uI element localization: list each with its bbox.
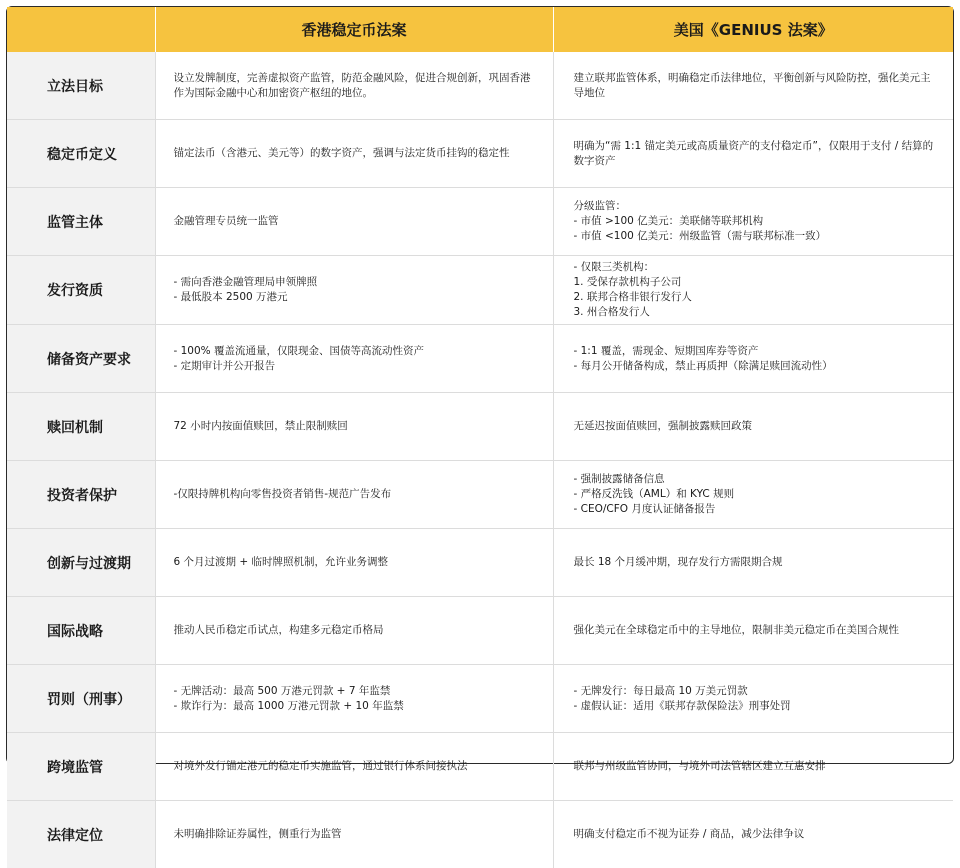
- us-cell: [553, 597, 953, 665]
- hk-cell-line: - 定期审计并公开报告: [174, 359, 535, 374]
- us-cell-line: - 严格反洗钱（AML）和 KYC 规则: [574, 487, 936, 502]
- us-cell: [553, 733, 953, 801]
- us-cell-line: 分级监管：: [574, 199, 936, 214]
- us-cell: [553, 529, 953, 597]
- row-label: 赎回机制: [7, 393, 155, 461]
- table-row: [7, 393, 953, 461]
- row-label: 稳定币定义: [7, 120, 155, 188]
- table-row: [7, 733, 953, 801]
- table-body: [7, 52, 953, 868]
- header-us-law: 美国《GENIUS 法案》: [553, 7, 953, 52]
- table-row: [7, 256, 953, 325]
- us-cell-line: - 1:1 覆盖，需现金、短期国库券等资产: [574, 344, 936, 359]
- hk-cell: [155, 120, 553, 188]
- us-cell-line: - 市值 <100 亿美元：州级监管（需与联邦标准一致）: [574, 229, 936, 244]
- us-cell-line: - 无牌发行：每日最高 10 万美元罚款: [574, 684, 936, 699]
- hk-cell-line: - 最低股本 2500 万港元: [174, 290, 535, 305]
- us-cell: [553, 665, 953, 733]
- table-row: [7, 188, 953, 256]
- hk-cell-line: 设立发牌制度，完善虚拟资产监管，防范金融风险，促进合规创新，巩固香港作为国际金融中心和加密资产枢纽的地位。: [174, 71, 535, 101]
- us-cell-line: - 市值 >100 亿美元：美联储等联邦机构: [574, 214, 936, 229]
- hk-cell-line: 未明确排除证券属性，侧重行为监管: [174, 827, 535, 842]
- us-cell: [553, 256, 953, 325]
- hk-cell-line: - 100% 覆盖流通量，仅限现金、国债等高流动性资产: [174, 344, 535, 359]
- hk-cell: [155, 393, 553, 461]
- hk-cell-line: 对境外发行锚定港元的稳定币实施监管，通过银行体系间接执法: [174, 759, 535, 774]
- row-label: 法律定位: [7, 801, 155, 868]
- hk-cell-line: 6 个月过渡期 + 临时牌照机制，允许业务调整: [174, 555, 535, 570]
- hk-cell-line: - 需向香港金融管理局申领牌照: [174, 275, 535, 290]
- us-cell-line: 强化美元在全球稳定币中的主导地位，限制非美元稳定币在美国合规性: [574, 623, 936, 638]
- us-cell-line: 最长 18 个月缓冲期，现存发行方需限期合规: [574, 555, 936, 570]
- us-cell: [553, 120, 953, 188]
- us-cell-line: 明确为“需 1:1 锚定美元或高质量资产的支付稳定币”，仅限用于支付 / 结算的数字资产: [574, 139, 936, 169]
- table-row: [7, 325, 953, 393]
- row-label: 国际战略: [7, 597, 155, 665]
- us-cell: [553, 188, 953, 256]
- us-cell-line: - CEO/CFO 月度认证储备报告: [574, 502, 936, 517]
- row-label: 投资者保护: [7, 461, 155, 529]
- us-cell-line: - 虚假认证：适用《联邦存款保险法》刑事处罚: [574, 699, 936, 714]
- table-row: [7, 461, 953, 529]
- row-label: 监管主体: [7, 188, 155, 256]
- table-row: [7, 120, 953, 188]
- row-label: 罚则（刑事）: [7, 665, 155, 733]
- us-cell: [553, 325, 953, 393]
- us-cell-line: 建立联邦监管体系，明确稳定币法律地位，平衡创新与风险防控，强化美元主导地位: [574, 71, 936, 101]
- hk-cell: [155, 801, 553, 868]
- hk-cell: [155, 597, 553, 665]
- hk-cell: [155, 325, 553, 393]
- us-cell-line: 无延迟按面值赎回，强制披露赎回政策: [574, 419, 936, 434]
- us-cell-line: 联邦与州级监管协同，与境外司法管辖区建立互惠安排: [574, 759, 936, 774]
- hk-cell: [155, 529, 553, 597]
- hk-cell: [155, 188, 553, 256]
- comparison-table-frame: [6, 6, 954, 764]
- hk-cell: [155, 52, 553, 120]
- row-label: 发行资质: [7, 256, 155, 325]
- us-cell: [553, 461, 953, 529]
- hk-cell-line: 推动人民币稳定币试点，构建多元稳定币格局: [174, 623, 535, 638]
- hk-cell: [155, 461, 553, 529]
- table-row: [7, 665, 953, 733]
- table-row: [7, 801, 953, 868]
- us-cell-line: 2. 联邦合格非银行发行人: [574, 290, 936, 305]
- us-cell-line: - 强制披露储备信息: [574, 472, 936, 487]
- hk-cell: [155, 733, 553, 801]
- us-cell: [553, 393, 953, 461]
- hk-cell-line: 72 小时内按面值赎回，禁止限制赎回: [174, 419, 535, 434]
- header-hk-law: 香港稳定币法案: [155, 7, 553, 52]
- header-corner: [7, 7, 155, 52]
- comparison-table: [7, 7, 953, 868]
- hk-cell-line: - 欺诈行为：最高 1000 万港元罚款 + 10 年监禁: [174, 699, 535, 714]
- us-cell-line: - 每月公开储备构成，禁止再质押（除满足赎回流动性）: [574, 359, 936, 374]
- row-label: 立法目标: [7, 52, 155, 120]
- us-cell: [553, 801, 953, 868]
- row-label: 跨境监管: [7, 733, 155, 801]
- us-cell-line: 3. 州合格发行人: [574, 305, 936, 320]
- hk-cell-line: 锚定法币（含港元、美元等）的数字资产，强调与法定货币挂钩的稳定性: [174, 146, 535, 161]
- table-row: [7, 597, 953, 665]
- hk-cell-line: - 无牌活动：最高 500 万港元罚款 + 7 年监禁: [174, 684, 535, 699]
- row-label: 创新与过渡期: [7, 529, 155, 597]
- table-row: [7, 52, 953, 120]
- table-row: [7, 529, 953, 597]
- hk-cell: [155, 256, 553, 325]
- us-cell: [553, 52, 953, 120]
- us-cell-line: - 仅限三类机构：: [574, 260, 936, 275]
- us-cell-line: 明确支付稳定币不视为证券 / 商品，减少法律争议: [574, 827, 936, 842]
- hk-cell: [155, 665, 553, 733]
- us-cell-line: 1. 受保存款机构子公司: [574, 275, 936, 290]
- hk-cell-line: -仅限持牌机构向零售投资者销售-规范广告发布: [174, 487, 535, 502]
- hk-cell-line: 金融管理专员统一监管: [174, 214, 535, 229]
- row-label: 储备资产要求: [7, 325, 155, 393]
- table-header-row: [7, 7, 953, 52]
